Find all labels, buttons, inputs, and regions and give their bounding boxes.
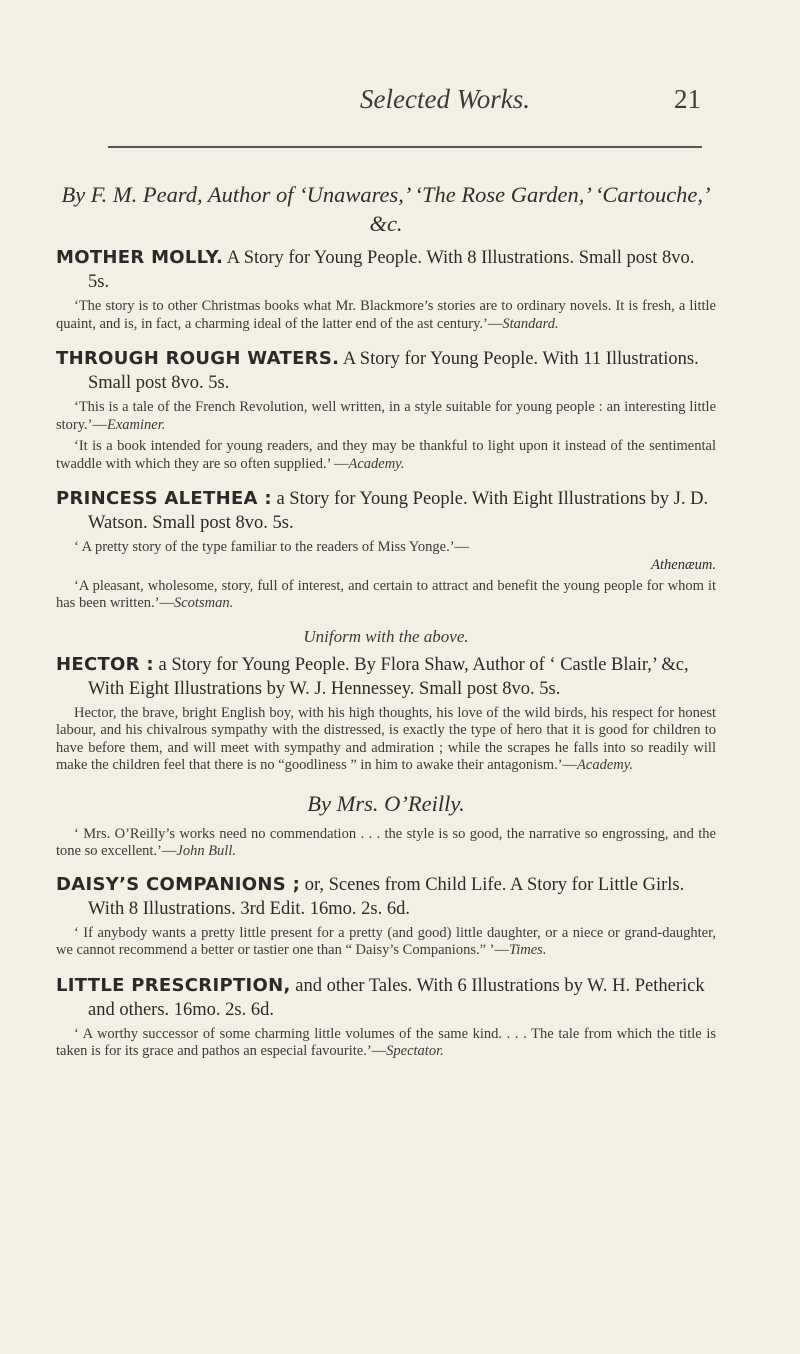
entry-title: PRINCESS ALETHEA : [56,488,272,509]
author-byline-oreilly: By Mrs. O’Reilly. [307,790,465,816]
review-quote: ‘ If anybody wants a pretty little present for a pretty (and good) little daughter, or a niece or grand-daughter, we cannot recommend a better or tastier one than “ Daisy’s Companions.” ’—Times. [56,924,716,958]
review-source: Academy. [577,757,634,773]
uniform-label: Uniform with the above. [303,626,469,646]
entry-description: or, Scenes from Child Life. A Story for Little Girls. With 8 Illustrations. 3rd Edit. 16mo. 2s. 6d. [88,874,685,919]
author-intro-quote: ‘ Mrs. O’Reilly’s works need no commendation . . . the style is so good, the narrative so engrossing, and the tone so excellent.’—John Bull. [56,825,716,859]
review-quote: Hector, the brave, bright English boy, with his high thoughts, his love of the wild birds, his respect for honest labour, and his chivalrous sympathy with the distressed, is exactly the type of hero that it is good for children to have before them, and will meet with sympathy and admiration ; while the scrapes he falls into so readily will make the children feel that there is no “goodliness ” in him to awake their antagonism.’—Academy. [56,704,716,773]
running-head-title: Selected Works. [360,84,530,114]
running-head [60,82,700,122]
entry-title: MOTHER MOLLY. [56,247,224,268]
review-source: Standard. [502,315,559,332]
entry-title: HECTOR : [56,653,154,675]
entry-princess-alethea [56,487,716,613]
entry-hector [56,653,716,775]
header-rule [108,146,702,148]
review-quote: ‘ A worthy successor of some charming little volumes of the same kind. . . . The tale from which the title is taken is for its grace and pathos an especial favourite.’—Spectator. [56,1025,716,1059]
entry-title: LITTLE PRESCRIPTION, [56,974,291,996]
entry-description: a Story for Young People. With Eight Illustrations by J. D. Watson. Small post 8vo. 5s. [88,489,709,533]
page-content [56,180,716,1075]
entry-description: A Story for Young People. With 8 Illustrations. Small post 8vo. 5s. [88,248,695,292]
entry-mother-molly [56,246,716,333]
entry-description: and other Tales. With 6 Illustrations by W. H. Petherick and others. 16mo. 2s. 6d. [88,975,705,1020]
review-quote: ‘It is a book intended for young readers, and they may be thankful to light upon it instead of the sentimental twaddle with which they are so often supplied.’ —Academy. [56,438,716,472]
review-quote: ‘This is a tale of the French Revolution, well written, in a style suitable for young people : an interesting little story.’—Examiner. [56,399,716,433]
review-source: Academy. [348,455,405,472]
review-source: Scotsman. [173,595,234,611]
review-quote: ‘ A pretty story of the type familiar to the readers of Miss Yonge.’— [74,539,470,555]
entry-description: A Story for Young People. With 11 Illustrations. Small post 8vo. 5s. [88,349,699,393]
entry-through-rough-waters [56,347,716,473]
review-source: Athenæum. [651,556,716,573]
review-quote: ‘The story is to other Christmas books what Mr. Blackmore’s stories are to ordinary novels. It is fresh, a little quaint, and is, in fact, a charming ideal of the latter end of the ast century.’—Standard. [56,298,716,332]
entry-title: DAISY’S COMPANIONS ; [56,873,301,895]
entry-title: THROUGH ROUGH WATERS. [56,348,340,369]
entry-daisys-companions [56,873,716,960]
author-byline-peard: By F. M. Peard, Author of ‘Unawares,’ ‘The Rose Garden,’ ‘Cartouche,’ &c. [61,182,711,236]
review-quote: ‘A pleasant, wholesome, story, full of interest, and certain to attract and benefit the young people for whom it has been written.’—Scotsman. [56,577,716,611]
entry-description: a Story for Young People. By Flora Shaw, Author of ‘ Castle Blair,’ &c, With Eight Illustrations by W. J. Hennessey. Small post 8vo. 5s. [88,654,689,699]
review-source: Spectator. [386,1043,444,1059]
review-source: John Bull. [176,843,236,859]
review-source: Examiner. [107,416,166,433]
review-source: Times. [508,942,547,958]
page-number: 21 [674,84,701,114]
entry-little-prescription [56,974,716,1061]
